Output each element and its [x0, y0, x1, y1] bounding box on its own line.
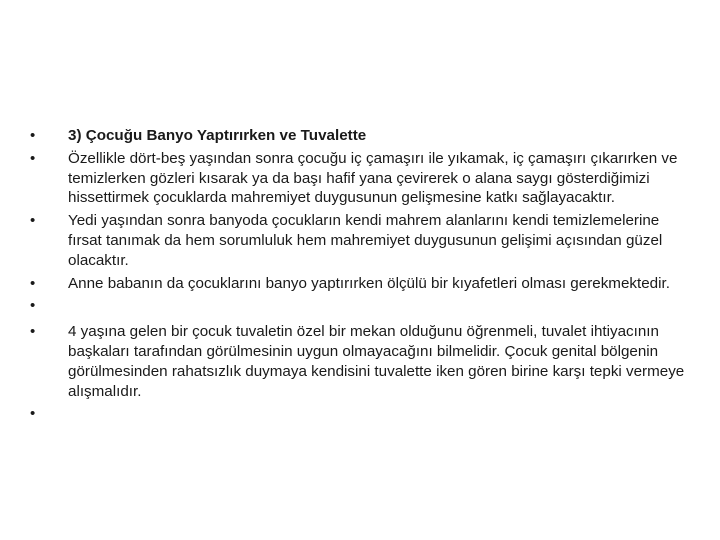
bullet-dot: • [30, 405, 36, 423]
bullet-dot: • [30, 297, 36, 315]
bullet-item-heading [30, 126, 690, 146]
bullet-text: 4 yaşına gelen bir çocuk tuvaletin özel bir mekan olduğunu öğrenmeli, tuvalet ihtiyacının başkaları tarafından görülmesinin uygun olmayacağını bilmelidir. Çocuk genital bölgenin görülmesinden rahatsızlık duymaya kendisini tuvalette iken gören birine karşı tepki vermeye alışmalıdır. [68, 323, 685, 400]
bullet-text: Anne babanın da çocuklarını banyo yaptırırken ölçülü bir kıyafetleri olması gerekmektedir. [68, 274, 670, 292]
bullet-dot: • [30, 323, 36, 341]
bullet-item [30, 274, 690, 294]
bullet-list [30, 126, 690, 430]
bullet-item-empty [30, 296, 690, 316]
bullet-text: 3) Çocuğu Banyo Yaptırırken ve Tuvalette [68, 127, 367, 144]
bullet-item-empty [30, 404, 690, 424]
bullet-item [30, 322, 690, 401]
bullet-text: Özellikle dört-beş yaşından sonra çocuğu iç çamaşırı ile yıkamak, iç çamaşırı çıkarırken ve temizlerken gözleri kısarak ya da başı hafif yana çevirerek o alana saygı gösterdiğimizi hissettirmek çocuklarda mahremiyet duygusunun gelişmesine katkı sağlayacaktır. [68, 149, 678, 207]
bullet-text: Yedi yaşından sonra banyoda çocukların kendi mahrem alanlarını kendi temizlemelerine fırsat tanımak da hem sorumluluk hem mahremiyet duygusunun gelişimi açısından güzel olacaktır. [68, 212, 663, 269]
bullet-item [30, 149, 690, 208]
bullet-dot: • [30, 127, 36, 144]
bullet-dot: • [30, 274, 36, 292]
bullet-dot: • [30, 212, 36, 230]
bullet-dot: • [30, 149, 36, 167]
bullet-item [30, 211, 690, 270]
